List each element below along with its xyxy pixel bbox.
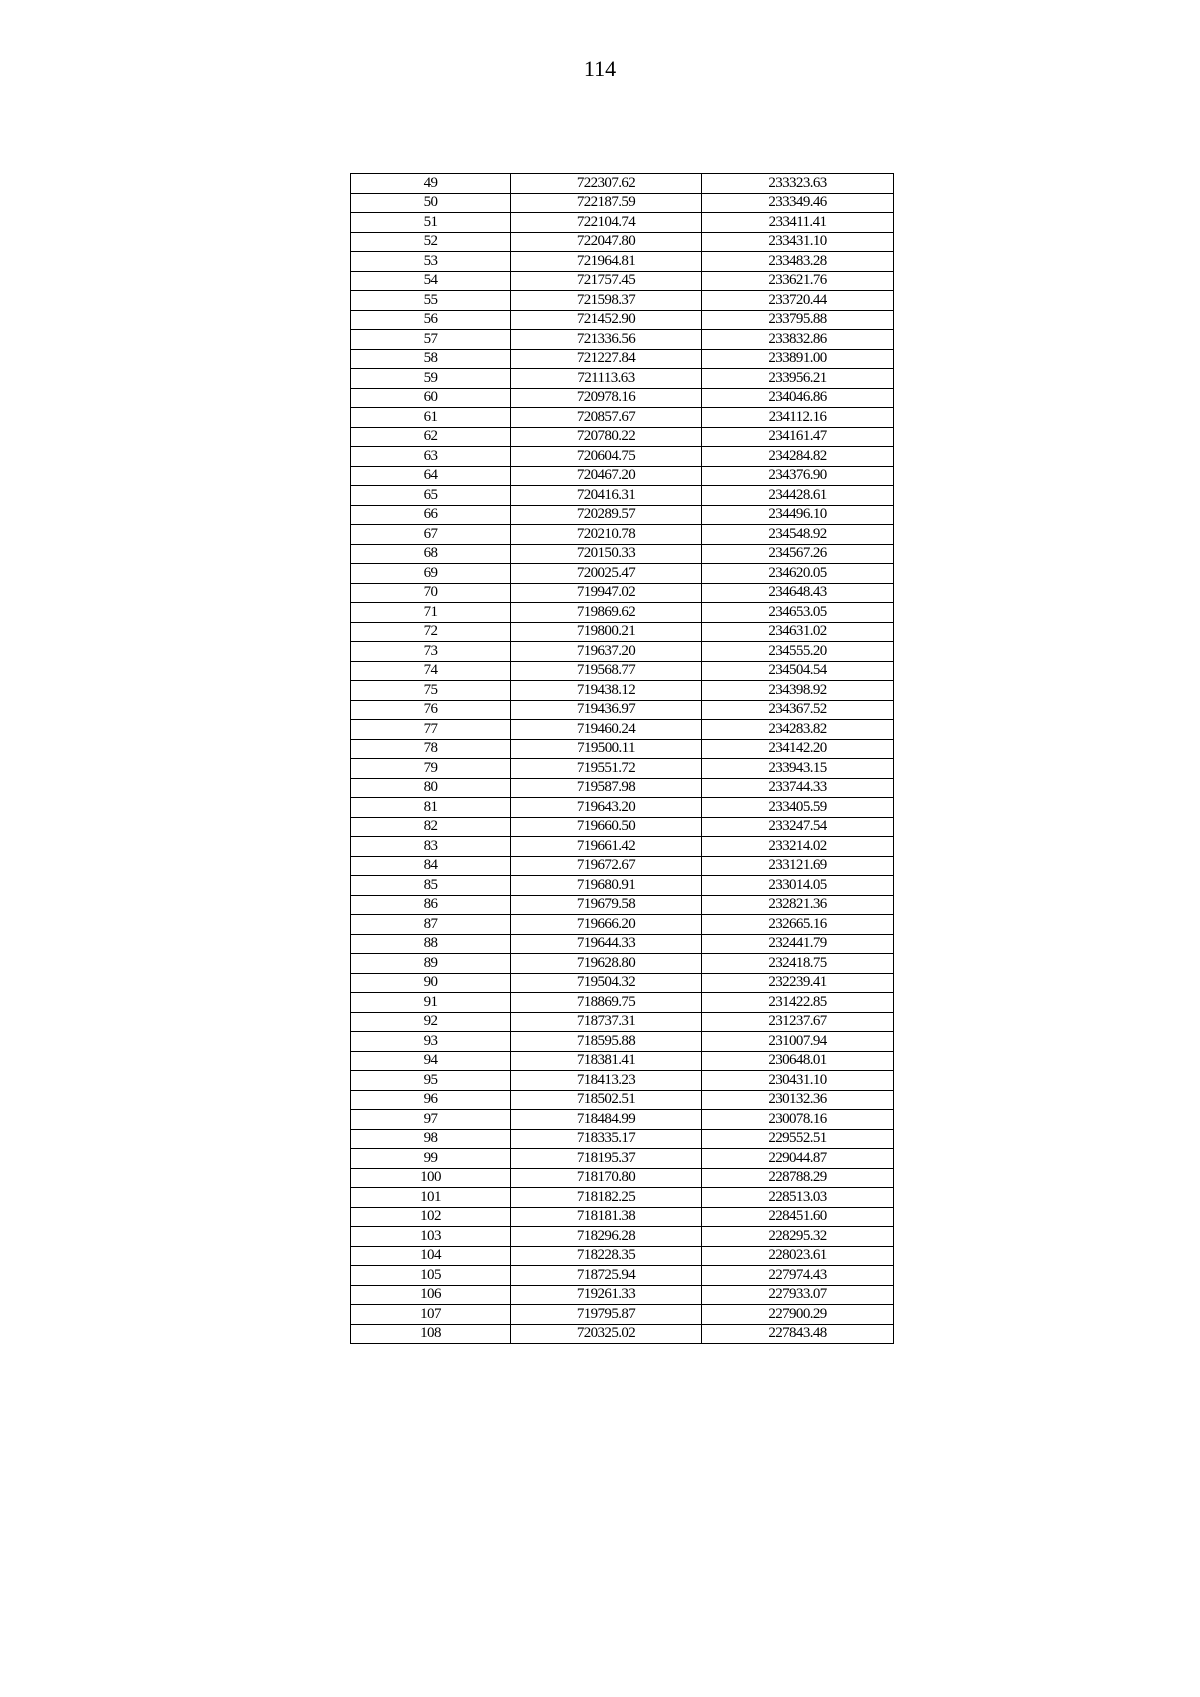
table-row [351, 349, 894, 369]
y-coordinate-cell: 233411.41 [702, 213, 894, 233]
x-coordinate-cell: 719568.77 [511, 661, 702, 681]
x-coordinate-cell: 721113.63 [511, 369, 702, 389]
point-number-cell: 96 [351, 1090, 511, 1110]
point-number-cell: 86 [351, 895, 511, 915]
y-coordinate-cell: 229044.87 [702, 1149, 894, 1169]
table-row [351, 934, 894, 954]
table-row [351, 1110, 894, 1130]
x-coordinate-cell: 719628.80 [511, 954, 702, 974]
x-coordinate-cell: 718413.23 [511, 1071, 702, 1091]
table-row [351, 1012, 894, 1032]
y-coordinate-cell: 233795.88 [702, 310, 894, 330]
y-coordinate-cell: 234284.82 [702, 447, 894, 467]
x-coordinate-cell: 718869.75 [511, 993, 702, 1013]
point-number-cell: 83 [351, 837, 511, 857]
point-number-cell: 100 [351, 1168, 511, 1188]
point-number-cell: 98 [351, 1129, 511, 1149]
point-number-cell: 65 [351, 486, 511, 506]
table-row [351, 1227, 894, 1247]
table-row [351, 213, 894, 233]
y-coordinate-cell: 234648.43 [702, 583, 894, 603]
y-coordinate-cell: 233405.59 [702, 798, 894, 818]
y-coordinate-cell: 228023.61 [702, 1246, 894, 1266]
page-number: 114 [583, 56, 617, 81]
point-number-cell: 58 [351, 349, 511, 369]
table-row [351, 330, 894, 350]
y-coordinate-cell: 234046.86 [702, 388, 894, 408]
x-coordinate-cell: 719679.58 [511, 895, 702, 915]
point-number-cell: 108 [351, 1324, 511, 1344]
table-row [351, 505, 894, 525]
table-row [351, 310, 894, 330]
y-coordinate-cell: 231007.94 [702, 1032, 894, 1052]
x-coordinate-cell: 721227.84 [511, 349, 702, 369]
table-row [351, 700, 894, 720]
x-coordinate-cell: 721757.45 [511, 271, 702, 291]
y-coordinate-cell: 232821.36 [702, 895, 894, 915]
point-number-cell: 54 [351, 271, 511, 291]
y-coordinate-cell: 230648.01 [702, 1051, 894, 1071]
table-row [351, 1207, 894, 1227]
x-coordinate-cell: 722047.80 [511, 232, 702, 252]
table-row [351, 837, 894, 857]
table-row [351, 739, 894, 759]
x-coordinate-cell: 719672.67 [511, 856, 702, 876]
y-coordinate-cell: 233247.54 [702, 817, 894, 837]
table-row [351, 661, 894, 681]
x-coordinate-cell: 720780.22 [511, 427, 702, 447]
x-coordinate-cell: 719500.11 [511, 739, 702, 759]
y-coordinate-cell: 233891.00 [702, 349, 894, 369]
table-row [351, 174, 894, 194]
point-number-cell: 75 [351, 681, 511, 701]
y-coordinate-cell: 234428.61 [702, 486, 894, 506]
point-number-cell: 101 [351, 1188, 511, 1208]
y-coordinate-cell: 234504.54 [702, 661, 894, 681]
y-coordinate-cell: 233214.02 [702, 837, 894, 857]
table-row [351, 1188, 894, 1208]
x-coordinate-cell: 718335.17 [511, 1129, 702, 1149]
y-coordinate-cell: 233621.76 [702, 271, 894, 291]
table-row [351, 193, 894, 213]
table-row [351, 954, 894, 974]
table-row [351, 993, 894, 1013]
point-number-cell: 87 [351, 915, 511, 935]
x-coordinate-cell: 718502.51 [511, 1090, 702, 1110]
y-coordinate-cell: 233744.33 [702, 778, 894, 798]
point-number-cell: 70 [351, 583, 511, 603]
y-coordinate-cell: 234496.10 [702, 505, 894, 525]
point-number-cell: 97 [351, 1110, 511, 1130]
x-coordinate-cell: 720467.20 [511, 466, 702, 486]
point-number-cell: 59 [351, 369, 511, 389]
y-coordinate-cell: 233720.44 [702, 291, 894, 311]
table-row [351, 232, 894, 252]
table-row [351, 427, 894, 447]
point-number-cell: 85 [351, 876, 511, 896]
y-coordinate-cell: 227843.48 [702, 1324, 894, 1344]
point-number-cell: 55 [351, 291, 511, 311]
table-row [351, 876, 894, 896]
x-coordinate-cell: 718170.80 [511, 1168, 702, 1188]
y-coordinate-cell: 233956.21 [702, 369, 894, 389]
table-row [351, 1168, 894, 1188]
point-number-cell: 52 [351, 232, 511, 252]
point-number-cell: 102 [351, 1207, 511, 1227]
y-coordinate-cell: 229552.51 [702, 1129, 894, 1149]
point-number-cell: 105 [351, 1266, 511, 1286]
y-coordinate-cell: 234367.52 [702, 700, 894, 720]
point-number-cell: 99 [351, 1149, 511, 1169]
y-coordinate-cell: 232418.75 [702, 954, 894, 974]
y-coordinate-cell: 230078.16 [702, 1110, 894, 1130]
y-coordinate-cell: 234653.05 [702, 603, 894, 623]
table-row [351, 798, 894, 818]
point-number-cell: 107 [351, 1305, 511, 1325]
point-number-cell: 88 [351, 934, 511, 954]
y-coordinate-cell: 234555.20 [702, 642, 894, 662]
table-row [351, 1246, 894, 1266]
y-coordinate-cell: 232665.16 [702, 915, 894, 935]
table-row [351, 759, 894, 779]
y-coordinate-cell: 228788.29 [702, 1168, 894, 1188]
point-number-cell: 84 [351, 856, 511, 876]
y-coordinate-cell: 234548.92 [702, 525, 894, 545]
x-coordinate-cell: 722104.74 [511, 213, 702, 233]
table-row [351, 1305, 894, 1325]
point-number-cell: 94 [351, 1051, 511, 1071]
y-coordinate-cell: 227900.29 [702, 1305, 894, 1325]
point-number-cell: 106 [351, 1285, 511, 1305]
table-row [351, 973, 894, 993]
y-coordinate-cell: 234142.20 [702, 739, 894, 759]
table-row [351, 622, 894, 642]
x-coordinate-cell: 718381.41 [511, 1051, 702, 1071]
y-coordinate-cell: 234112.16 [702, 408, 894, 428]
x-coordinate-cell: 718484.99 [511, 1110, 702, 1130]
y-coordinate-cell: 227974.43 [702, 1266, 894, 1286]
x-coordinate-cell: 721336.56 [511, 330, 702, 350]
point-number-cell: 79 [351, 759, 511, 779]
x-coordinate-cell: 719551.72 [511, 759, 702, 779]
x-coordinate-cell: 720289.57 [511, 505, 702, 525]
y-coordinate-cell: 232239.41 [702, 973, 894, 993]
table-row [351, 369, 894, 389]
point-number-cell: 67 [351, 525, 511, 545]
y-coordinate-cell: 234283.82 [702, 720, 894, 740]
x-coordinate-cell: 719261.33 [511, 1285, 702, 1305]
x-coordinate-cell: 718228.35 [511, 1246, 702, 1266]
y-coordinate-cell: 232441.79 [702, 934, 894, 954]
x-coordinate-cell: 718181.38 [511, 1207, 702, 1227]
point-number-cell: 51 [351, 213, 511, 233]
table-row [351, 642, 894, 662]
point-number-cell: 60 [351, 388, 511, 408]
point-number-cell: 66 [351, 505, 511, 525]
point-number-cell: 82 [351, 817, 511, 837]
table-row [351, 778, 894, 798]
point-number-cell: 68 [351, 544, 511, 564]
x-coordinate-cell: 720978.16 [511, 388, 702, 408]
table-row [351, 1129, 894, 1149]
table-row [351, 271, 894, 291]
x-coordinate-cell: 722307.62 [511, 174, 702, 194]
y-coordinate-cell: 233121.69 [702, 856, 894, 876]
y-coordinate-cell: 227933.07 [702, 1285, 894, 1305]
x-coordinate-cell: 720416.31 [511, 486, 702, 506]
x-coordinate-cell: 719587.98 [511, 778, 702, 798]
y-coordinate-cell: 234398.92 [702, 681, 894, 701]
coordinates-table-body [351, 174, 894, 1344]
x-coordinate-cell: 719800.21 [511, 622, 702, 642]
table-row [351, 603, 894, 623]
y-coordinate-cell: 233483.28 [702, 252, 894, 272]
y-coordinate-cell: 230132.36 [702, 1090, 894, 1110]
table-row [351, 1051, 894, 1071]
point-number-cell: 69 [351, 564, 511, 584]
point-number-cell: 81 [351, 798, 511, 818]
table-row [351, 856, 894, 876]
table-row [351, 252, 894, 272]
point-number-cell: 73 [351, 642, 511, 662]
y-coordinate-cell: 228451.60 [702, 1207, 894, 1227]
x-coordinate-cell: 719438.12 [511, 681, 702, 701]
table-row [351, 466, 894, 486]
x-coordinate-cell: 720025.47 [511, 564, 702, 584]
table-row [351, 817, 894, 837]
x-coordinate-cell: 719661.42 [511, 837, 702, 857]
x-coordinate-cell: 719504.32 [511, 973, 702, 993]
x-coordinate-cell: 720210.78 [511, 525, 702, 545]
y-coordinate-cell: 234376.90 [702, 466, 894, 486]
point-number-cell: 95 [351, 1071, 511, 1091]
x-coordinate-cell: 719680.91 [511, 876, 702, 896]
y-coordinate-cell: 233323.63 [702, 174, 894, 194]
x-coordinate-cell: 719460.24 [511, 720, 702, 740]
x-coordinate-cell: 720604.75 [511, 447, 702, 467]
point-number-cell: 91 [351, 993, 511, 1013]
table-row [351, 1324, 894, 1344]
x-coordinate-cell: 718737.31 [511, 1012, 702, 1032]
x-coordinate-cell: 720857.67 [511, 408, 702, 428]
point-number-cell: 62 [351, 427, 511, 447]
point-number-cell: 56 [351, 310, 511, 330]
x-coordinate-cell: 719643.20 [511, 798, 702, 818]
x-coordinate-cell: 718725.94 [511, 1266, 702, 1286]
point-number-cell: 49 [351, 174, 511, 194]
point-number-cell: 57 [351, 330, 511, 350]
table-row [351, 720, 894, 740]
x-coordinate-cell: 719947.02 [511, 583, 702, 603]
table-row [351, 915, 894, 935]
x-coordinate-cell: 718296.28 [511, 1227, 702, 1247]
y-coordinate-cell: 231237.67 [702, 1012, 894, 1032]
x-coordinate-cell: 719795.87 [511, 1305, 702, 1325]
x-coordinate-cell: 719869.62 [511, 603, 702, 623]
x-coordinate-cell: 718595.88 [511, 1032, 702, 1052]
point-number-cell: 63 [351, 447, 511, 467]
table-row [351, 681, 894, 701]
table-row [351, 1090, 894, 1110]
x-coordinate-cell: 719436.97 [511, 700, 702, 720]
table-row [351, 1032, 894, 1052]
table-row [351, 895, 894, 915]
point-number-cell: 53 [351, 252, 511, 272]
y-coordinate-cell: 230431.10 [702, 1071, 894, 1091]
y-coordinate-cell: 234161.47 [702, 427, 894, 447]
x-coordinate-cell: 719644.33 [511, 934, 702, 954]
x-coordinate-cell: 718182.25 [511, 1188, 702, 1208]
table-row [351, 583, 894, 603]
point-number-cell: 50 [351, 193, 511, 213]
y-coordinate-cell: 233832.86 [702, 330, 894, 350]
x-coordinate-cell: 722187.59 [511, 193, 702, 213]
y-coordinate-cell: 231422.85 [702, 993, 894, 1013]
table-row [351, 408, 894, 428]
point-number-cell: 90 [351, 973, 511, 993]
table-row [351, 525, 894, 545]
point-number-cell: 61 [351, 408, 511, 428]
x-coordinate-cell: 721598.37 [511, 291, 702, 311]
table-row [351, 447, 894, 467]
point-number-cell: 80 [351, 778, 511, 798]
coordinates-table [350, 173, 894, 1344]
point-number-cell: 92 [351, 1012, 511, 1032]
y-coordinate-cell: 233349.46 [702, 193, 894, 213]
point-number-cell: 74 [351, 661, 511, 681]
y-coordinate-cell: 233943.15 [702, 759, 894, 779]
table-row [351, 486, 894, 506]
point-number-cell: 104 [351, 1246, 511, 1266]
table-row [351, 1266, 894, 1286]
x-coordinate-cell: 719666.20 [511, 915, 702, 935]
x-coordinate-cell: 720325.02 [511, 1324, 702, 1344]
x-coordinate-cell: 720150.33 [511, 544, 702, 564]
y-coordinate-cell: 234631.02 [702, 622, 894, 642]
y-coordinate-cell: 234620.05 [702, 564, 894, 584]
table-row [351, 1285, 894, 1305]
y-coordinate-cell: 234567.26 [702, 544, 894, 564]
y-coordinate-cell: 228295.32 [702, 1227, 894, 1247]
y-coordinate-cell: 233431.10 [702, 232, 894, 252]
point-number-cell: 76 [351, 700, 511, 720]
point-number-cell: 103 [351, 1227, 511, 1247]
table-row [351, 1071, 894, 1091]
point-number-cell: 64 [351, 466, 511, 486]
x-coordinate-cell: 719637.20 [511, 642, 702, 662]
point-number-cell: 89 [351, 954, 511, 974]
point-number-cell: 77 [351, 720, 511, 740]
x-coordinate-cell: 718195.37 [511, 1149, 702, 1169]
y-coordinate-cell: 233014.05 [702, 876, 894, 896]
x-coordinate-cell: 721964.81 [511, 252, 702, 272]
point-number-cell: 78 [351, 739, 511, 759]
table-row [351, 1149, 894, 1169]
x-coordinate-cell: 721452.90 [511, 310, 702, 330]
point-number-cell: 71 [351, 603, 511, 623]
point-number-cell: 72 [351, 622, 511, 642]
y-coordinate-cell: 228513.03 [702, 1188, 894, 1208]
table-row [351, 564, 894, 584]
table-row [351, 291, 894, 311]
table-row [351, 544, 894, 564]
table-row [351, 388, 894, 408]
x-coordinate-cell: 719660.50 [511, 817, 702, 837]
point-number-cell: 93 [351, 1032, 511, 1052]
